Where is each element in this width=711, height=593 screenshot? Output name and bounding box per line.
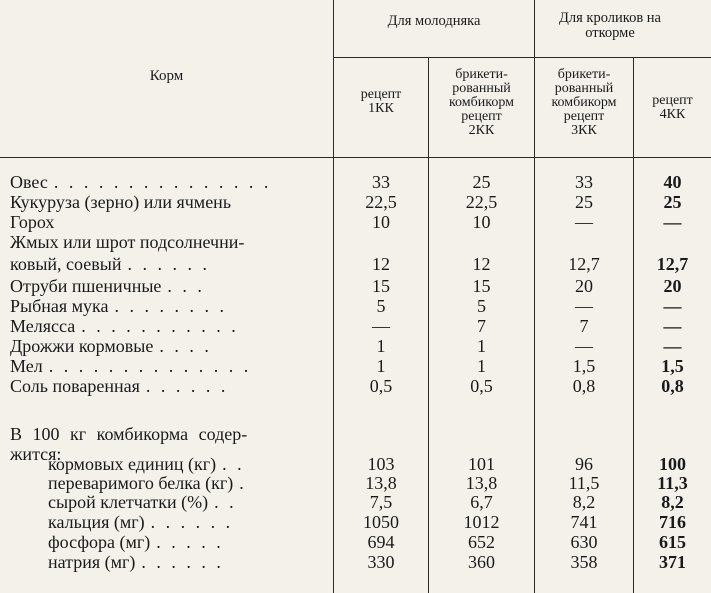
cell-recipe-4: — <box>663 316 682 336</box>
row-label-text: кальция (мг) <box>48 512 145 532</box>
row-label <box>10 212 54 232</box>
row-label <box>10 356 251 376</box>
row-label-text: Дрожжи кормовые <box>10 336 154 356</box>
cell-recipe-4: 1,5 <box>661 356 684 376</box>
cell-recipe-1: 0,5 <box>369 376 393 396</box>
row-label <box>10 254 210 274</box>
cell-recipe-2: 7 <box>477 316 486 336</box>
row-label <box>48 473 247 493</box>
row-label <box>10 336 212 356</box>
row-label-text: ковый, соевый <box>10 254 122 274</box>
cell-recipe-3: 11,5 <box>568 473 600 493</box>
row-label <box>10 376 228 396</box>
cell-recipe-3: 741 <box>570 512 598 532</box>
row-label-text: Мел <box>10 356 43 376</box>
subheader-line: комбикорм <box>551 95 617 110</box>
cell-recipe-4: — <box>663 336 682 356</box>
row-leader-dots: . . . . . . . . . . . . . . <box>48 356 252 376</box>
subheader-line: брикети- <box>557 67 611 82</box>
row-leader-dots: . . . . . . <box>141 552 224 572</box>
cell-recipe-1: 7,5 <box>369 492 393 512</box>
subheader-recipe-3kk <box>535 68 633 138</box>
row-label-text: натрия (мг) <box>48 552 136 572</box>
subheader-line: комбикорм <box>448 95 515 110</box>
cell-recipe-2: 6,7 <box>470 492 493 512</box>
content-heading-line-1: В 100 кг комбикорма содер- <box>10 424 248 444</box>
row-leader-dots: . . <box>214 492 237 512</box>
row-label-text: Соль поваренная <box>10 376 140 396</box>
row-leader-dots: . . . <box>167 276 205 296</box>
subheader-line: 1КК <box>368 101 394 116</box>
subheader-recipe-1kk <box>334 88 428 116</box>
row-label <box>10 316 239 336</box>
cell-recipe-4: 0,8 <box>661 376 684 396</box>
subheader-line: 2КК <box>468 123 495 138</box>
row-label-text: переваримого белка (кг) <box>48 473 234 493</box>
cell-recipe-3: — <box>575 296 593 316</box>
row-leader-dots: . . . . . . . . <box>114 296 228 316</box>
cell-recipe-1: — <box>372 316 390 336</box>
row-label-text: Горох <box>10 212 55 232</box>
row-leader-dots: . . . . <box>159 336 212 356</box>
row-leader-dots: . . <box>222 454 245 474</box>
cell-recipe-2: 22,5 <box>465 192 498 212</box>
cell-recipe-1: 103 <box>367 454 395 474</box>
cell-recipe-2: 25 <box>472 172 491 192</box>
row-label <box>48 552 224 572</box>
cell-recipe-4: — <box>663 296 682 316</box>
cell-recipe-2: 0,5 <box>470 376 493 396</box>
row-leader-dots: . . . . . . <box>127 254 210 274</box>
subheader-line: брикети- <box>455 67 508 82</box>
cell-recipe-4: — <box>663 212 682 232</box>
subheader-recipe-2kk <box>429 68 534 138</box>
cell-recipe-4: 615 <box>659 532 686 552</box>
row-leader-dots: . . . . . . . . . . . . . . . <box>53 172 272 192</box>
subheader-line: рецепт <box>461 109 502 124</box>
row-label-text: фосфора (мг) <box>48 532 151 552</box>
content-heading-line-2: жится: <box>10 444 62 464</box>
row-label <box>48 454 245 474</box>
cell-recipe-4: 12,7 <box>656 254 689 274</box>
subheader-line: рецепт <box>652 93 693 108</box>
row-label <box>48 532 224 552</box>
cell-recipe-1: 15 <box>372 276 390 296</box>
subheader-recipe-4kk <box>634 94 711 122</box>
subheader-line: рецепт <box>563 109 605 124</box>
cell-recipe-4: 371 <box>659 552 686 572</box>
cell-recipe-1: 5 <box>376 296 386 316</box>
cell-recipe-1: 33 <box>372 172 390 192</box>
cell-recipe-1: 1050 <box>363 512 399 532</box>
subheader-line: 4КК <box>659 107 686 122</box>
row-leader-dots: . . . . . <box>156 532 224 552</box>
cell-recipe-1: 694 <box>367 532 395 552</box>
cell-recipe-4: 25 <box>663 192 682 212</box>
cell-recipe-1: 330 <box>367 552 395 572</box>
cell-recipe-2: 12 <box>472 254 491 274</box>
cell-recipe-1: 1 <box>376 336 386 356</box>
cell-recipe-3: 8,2 <box>572 492 596 512</box>
cell-recipe-3: 0,8 <box>572 376 596 396</box>
row-leader-dots: . . . . . . . . . . . <box>81 316 239 336</box>
cell-recipe-3: 12,7 <box>568 254 600 274</box>
cell-recipe-2: 1012 <box>463 512 500 532</box>
row-label <box>10 276 205 296</box>
row-label-text: Кукуруза (зерно) или ячмень <box>10 192 232 212</box>
cell-recipe-4: 8,2 <box>661 492 684 512</box>
cell-recipe-3: 630 <box>570 532 598 552</box>
row-label <box>48 492 237 512</box>
row-label-text: Жмых или шрот подсолнечни- <box>10 232 245 252</box>
row-label-text: кормовых единиц (кг) <box>48 454 217 474</box>
cell-recipe-2: 10 <box>472 212 491 232</box>
cell-recipe-3: 33 <box>575 172 593 192</box>
row-label <box>10 232 244 252</box>
row-label-text: Рыбная мука <box>10 296 109 316</box>
cell-recipe-3: 7 <box>579 316 589 336</box>
cell-recipe-1: 13,8 <box>365 473 397 493</box>
cell-recipe-1: 22,5 <box>365 192 397 212</box>
subheader-line: рецепт <box>360 87 402 102</box>
cell-recipe-1: 1 <box>376 356 386 376</box>
row-label-text: Отруби пшеничные <box>10 276 162 296</box>
cell-recipe-2: 652 <box>468 532 495 552</box>
cell-recipe-4: 40 <box>663 172 682 192</box>
cell-recipe-2: 13,8 <box>465 473 498 493</box>
cell-recipe-4: 20 <box>663 276 682 296</box>
cell-recipe-2: 1 <box>477 356 486 376</box>
row-label-text: Овес <box>10 172 48 192</box>
cell-recipe-3: 96 <box>575 454 593 474</box>
group-header-fattening: Для кроликов на откорме <box>559 10 661 41</box>
group-header-young: Для молодняка <box>387 13 481 29</box>
cell-recipe-4: 716 <box>659 512 686 532</box>
row-label <box>48 512 233 532</box>
cell-recipe-2: 1 <box>477 336 486 356</box>
cell-recipe-3: — <box>575 336 593 356</box>
row-leader-dots: . . . . . . <box>145 376 229 396</box>
cell-recipe-2: 5 <box>477 296 486 316</box>
feed-column-header: Корм <box>149 68 184 84</box>
subheader-line: 3КК <box>571 123 597 138</box>
row-label-text: Мелясса <box>10 316 76 336</box>
cell-recipe-1: 10 <box>372 212 390 232</box>
row-leader-dots: . <box>239 473 247 493</box>
group-header-rule <box>333 57 711 58</box>
cell-recipe-3: — <box>575 212 593 232</box>
cell-recipe-2: 101 <box>468 454 495 474</box>
cell-recipe-1: 12 <box>372 254 390 274</box>
row-leader-dots: . . . . . . <box>150 512 234 532</box>
header-bottom-rule <box>0 157 711 158</box>
subheader-line: рованный <box>554 81 614 96</box>
row-label-text: сырой клетчатки (%) <box>48 492 209 512</box>
cell-recipe-2: 360 <box>468 552 495 572</box>
cell-recipe-4: 100 <box>659 454 686 474</box>
row-label <box>10 296 227 316</box>
row-label <box>10 192 231 212</box>
cell-recipe-3: 358 <box>570 552 598 572</box>
cell-recipe-3: 1,5 <box>572 356 596 376</box>
cell-recipe-2: 15 <box>472 276 491 296</box>
cell-recipe-3: 25 <box>575 192 593 212</box>
cell-recipe-3: 20 <box>575 276 593 296</box>
subheader-line: рованный <box>452 81 511 96</box>
cell-recipe-4: 11,3 <box>657 473 688 493</box>
row-label <box>10 172 271 192</box>
